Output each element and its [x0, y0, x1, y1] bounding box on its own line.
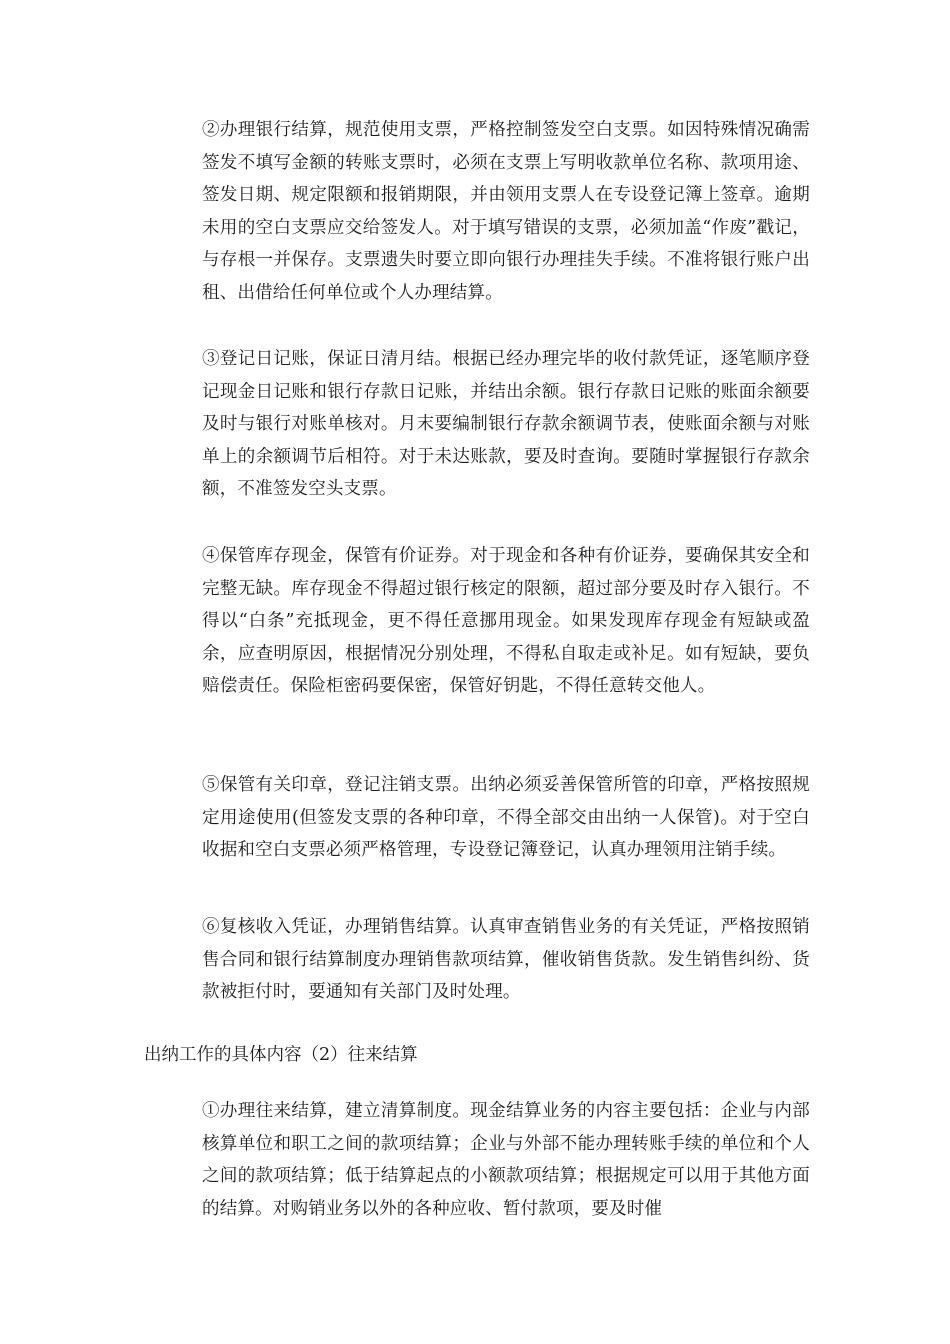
paragraph-seal-custody: ⑤保管有关印章，登记注销支票。出纳必须妥善保管所管的印章，严格按照规定用途使用(但签发支票的各种印章，不得全部交由出纳一人保管)。对于空白收据和空白支票必须严格管理，专设登记簿登记，认真办理领用注销手续。 [202, 775, 810, 861]
section-heading: 出纳工作的具体内容（2）往来结算 [144, 1045, 418, 1065]
paragraph-sales-settlement: ⑥复核收入凭证，办理销售结算。认真审查销售业务的有关凭证，严格按照销售合同和银行结算制度办理销售款项结算，催收销售货款。发生销售纠纷、货款被拒付时，要通知有关部门及时处理。 [202, 917, 810, 1003]
paragraph-current-settlement: ①办理往来结算，建立清算制度。现金结算业务的内容主要包括：企业与内部核算单位和职工之间的款项结算；企业与外部不能办理转账手续的单位和个人之间的款项结算；低于结算起点的小额款项结算；根据规定可以用于其他方面的结算。对购销业务以外的各种应收、暂付款项，要及时催 [202, 1101, 810, 1219]
paragraph-bank-settlement: ②办理银行结算，规范使用支票，严格控制签发空白支票。如因特殊情况确需签发不填写金额的转账支票时，必须在支票上写明收款单位名称、款项用途、签发日期、规定限额和报销期限，并由领用支票人在专设登记簿上签章。逾期未用的空白支票应交给签发人。对于填写错误的支票，必须加盖“作废”戳记，与存根一并保存。支票遗失时要立即向银行办理挂失手续。不准将银行账户出租、出借给任何单位或个人办理结算。 [202, 120, 810, 303]
paragraph-journal-ledger: ③登记日记账，保证日清月结。根据已经办理完毕的收付款凭证，逐笔顺序登记现金日记账和银行存款日记账，并结出余额。银行存款日记账的账面余额要及时与银行对账单核对。月末要编制银行存款余额调节表，使账面余额与对账单上的余额调节后相符。对于未达账款，要及时查询。要随时掌握银行存款余额，不准签发空头支票。 [202, 349, 810, 500]
paragraph-cash-custody: ④保管库存现金，保管有价证券。对于现金和各种有价证券，要确保其安全和完整无缺。库存现金不得超过银行核定的限额，超过部分要及时存入银行。不得以“白条”充抵现金，更不得任意挪用现金。如果发现库存现金有短缺或盈余，应查明原因，根据情况分别处理，不得私自取走或补足。如有短缺，要负赔偿责任。保险柜密码要保密，保管好钥匙，不得任意转交他人。 [202, 546, 810, 697]
